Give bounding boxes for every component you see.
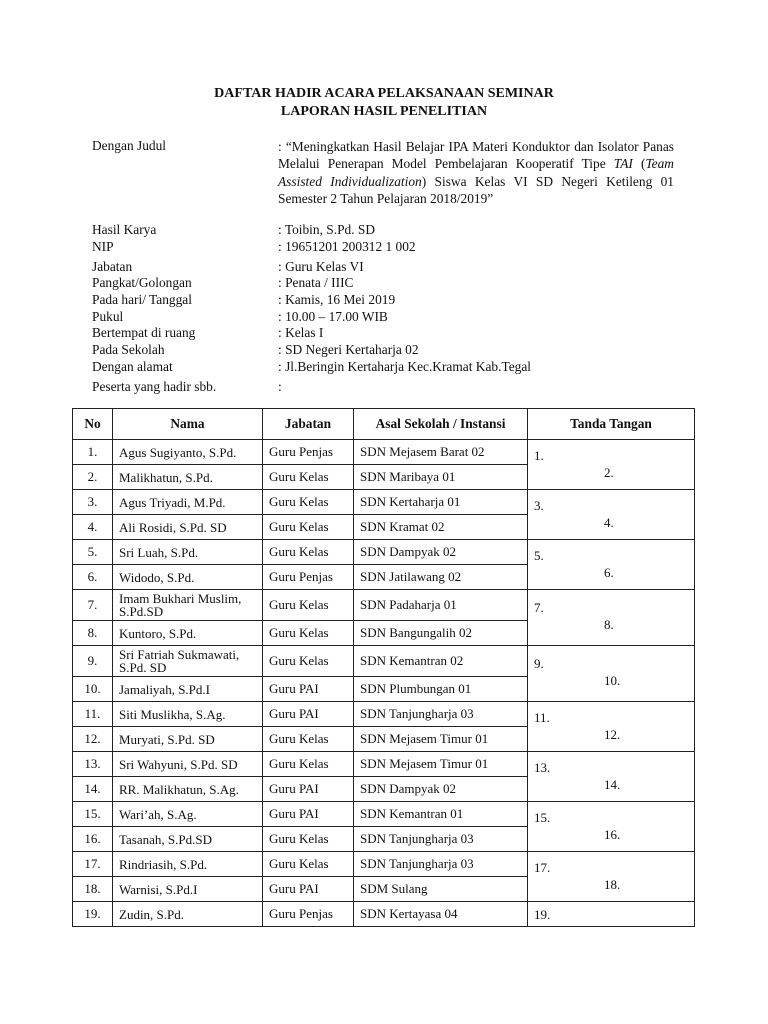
document-title-line2: LAPORAN HASIL PENELITIAN — [280, 104, 488, 119]
field-label-pukul: Pukul — [92, 309, 124, 324]
field-value-peserta: : — [278, 379, 282, 394]
field-label-nip: NIP — [92, 239, 114, 254]
row-jabatan: Guru Kelas — [263, 646, 354, 677]
row-jabatan: Guru Kelas — [263, 540, 354, 565]
row-no: 10. — [73, 677, 113, 702]
row-asal: SDN Mejasem Timur 01 — [354, 752, 528, 777]
field-label-sekolah: Pada Sekolah — [92, 342, 165, 357]
row-no: 13. — [73, 752, 113, 777]
table-row — [73, 702, 695, 727]
row-nama: Widodo, S.Pd. — [113, 565, 263, 590]
row-nama: Rindriasih, S.Pd. — [113, 852, 263, 877]
signature-cell — [528, 852, 695, 902]
row-asal: SDN Maribaya 01 — [354, 465, 528, 490]
row-no: 9. — [73, 646, 113, 677]
row-no: 16. — [73, 827, 113, 852]
row-nama: Jamaliyah, S.Pd.I — [113, 677, 263, 702]
row-no: 5. — [73, 540, 113, 565]
row-nama: Sri Wahyuni, S.Pd. SD — [113, 752, 263, 777]
judul-text-post: ) Siswa Kelas VI SD Negeri Ketileng 01 Semester 2 Tahun Pelajaran 2018/2019” — [278, 173, 674, 207]
row-no: 2. — [73, 465, 113, 490]
row-no: 3. — [73, 490, 113, 515]
signature-number: 17. — [534, 860, 551, 875]
row-jabatan: Guru Penjas — [263, 440, 354, 465]
judul-label: Dengan Judul — [92, 138, 167, 153]
judul-tai-full: Team Assisted Individualization — [278, 156, 674, 189]
signature-number: 8. — [604, 617, 614, 632]
row-asal: SDN Tanjungharja 03 — [354, 827, 528, 852]
field-label-hasil-karya: Hasil Karya — [92, 222, 157, 237]
judul-text-open: ( — [632, 156, 646, 172]
row-asal: SDN Kemantran 02 — [354, 646, 528, 677]
field-value-hasil-karya: : Toibin, S.Pd. SD — [278, 222, 376, 237]
row-no: 14. — [73, 777, 113, 802]
row-nama: Muryati, S.Pd. SD — [113, 727, 263, 752]
document-title-line1: DAFTAR HADIR ACARA PELAKSANAAN SEMINAR — [214, 86, 554, 101]
signature-number: 12. — [604, 727, 621, 742]
field-value-sekolah: : SD Negeri Kertaharja 02 — [278, 342, 419, 357]
signature-cell — [528, 752, 695, 802]
signature-cell — [528, 490, 695, 540]
header-jabatan: Jabatan — [263, 409, 354, 440]
table-row — [73, 590, 695, 621]
field-value-nip: : 19651201 200312 1 002 — [278, 239, 416, 254]
row-no: 18. — [73, 877, 113, 902]
row-jabatan: Guru Kelas — [263, 515, 354, 540]
signature-number: 14. — [604, 777, 621, 792]
attendance-table — [72, 408, 695, 927]
row-asal: SDN Tanjungharja 03 — [354, 852, 528, 877]
row-asal: SDN Kramat 02 — [354, 515, 528, 540]
row-nama: Sri Luah, S.Pd. — [113, 540, 263, 565]
row-no: 6. — [73, 565, 113, 590]
row-asal: SDN Kertayasa 04 — [354, 902, 528, 927]
header-nama: Nama — [113, 409, 263, 440]
field-label-alamat: Dengan alamat — [92, 359, 173, 374]
field-label-peserta: Peserta yang hadir sbb. — [92, 379, 217, 394]
row-nama: Malikhatun, S.Pd. — [113, 465, 263, 490]
signature-cell — [528, 540, 695, 590]
header-tanda-tangan: Tanda Tangan — [528, 409, 695, 440]
row-no: 7. — [73, 590, 113, 621]
signature-cell — [528, 802, 695, 852]
signature-number: 5. — [534, 548, 544, 563]
row-jabatan: Guru Penjas — [263, 902, 354, 927]
row-nama: Kuntoro, S.Pd. — [113, 621, 263, 646]
row-jabatan: Guru Kelas — [263, 490, 354, 515]
signature-number: 7. — [534, 600, 544, 615]
row-no: 1. — [73, 440, 113, 465]
row-asal: SDN Kemantran 01 — [354, 802, 528, 827]
row-asal: SDN Plumbungan 01 — [354, 677, 528, 702]
signature-number: 10. — [604, 673, 621, 688]
signature-cell — [528, 702, 695, 752]
row-asal: SDN Padaharja 01 — [354, 590, 528, 621]
row-jabatan: Guru Kelas — [263, 752, 354, 777]
signature-cell — [528, 646, 695, 702]
judul-text-pre: : “Meningkatkan Hasil Belajar IPA Materi Konduktor dan Isolator Panas Melalui Penerapan Model Pembelajaran Kooperatif Tipe — [278, 139, 674, 172]
judul-value — [278, 138, 674, 208]
row-no: 15. — [73, 802, 113, 827]
table-row — [73, 802, 695, 827]
signature-number: 18. — [604, 877, 621, 892]
row-no: 4. — [73, 515, 113, 540]
signature-number: 15. — [534, 810, 551, 825]
signature-number: 19. — [534, 907, 551, 922]
signature-number: 4. — [604, 515, 614, 530]
field-value-jabatan: : Guru Kelas VI — [278, 259, 364, 274]
row-no: 12. — [73, 727, 113, 752]
row-asal: SDN Bangungalih 02 — [354, 621, 528, 646]
row-nama: Siti Muslikha, S.Ag. — [113, 702, 263, 727]
table-row — [73, 752, 695, 777]
row-no: 11. — [73, 702, 113, 727]
field-value-pangkat: : Penata / IIIC — [278, 275, 354, 290]
table-row — [73, 852, 695, 877]
row-nama: Sri Fatriah Sukmawati, S.Pd. SD — [113, 646, 263, 677]
row-jabatan: Guru Kelas — [263, 465, 354, 490]
row-asal: SDN Mejasem Barat 02 — [354, 440, 528, 465]
row-jabatan: Guru Penjas — [263, 565, 354, 590]
row-asal: SDN Kertaharja 01 — [354, 490, 528, 515]
signature-cell — [528, 440, 695, 490]
signature-number: 13. — [534, 760, 551, 775]
signature-number: 2. — [604, 465, 614, 480]
row-nama: Zudin, S.Pd. — [113, 902, 263, 927]
row-asal: SDN Tanjungharja 03 — [354, 702, 528, 727]
field-label-pangkat: Pangkat/Golongan — [92, 275, 192, 290]
row-nama: Agus Sugiyanto, S.Pd. — [113, 440, 263, 465]
signature-number: 6. — [604, 565, 614, 580]
row-jabatan: Guru Kelas — [263, 827, 354, 852]
signature-number: 9. — [534, 656, 544, 671]
row-asal: SDN Dampyak 02 — [354, 777, 528, 802]
row-no: 8. — [73, 621, 113, 646]
field-label-jabatan: Jabatan — [92, 259, 133, 274]
table-row — [73, 490, 695, 515]
row-nama: RR. Malikhatun, S.Ag. — [113, 777, 263, 802]
row-asal: SDN Dampyak 02 — [354, 540, 528, 565]
row-jabatan: Guru PAI — [263, 877, 354, 902]
row-no: 17. — [73, 852, 113, 877]
row-no: 19. — [73, 902, 113, 927]
row-nama: Imam Bukhari Muslim, S.Pd.SD — [113, 590, 263, 621]
header-no: No — [73, 409, 113, 440]
signature-number: 3. — [534, 498, 544, 513]
signature-number: 16. — [604, 827, 621, 842]
signature-number: 1. — [534, 448, 544, 463]
row-nama: Agus Triyadi, M.Pd. — [113, 490, 263, 515]
row-asal: SDM Sulang — [354, 877, 528, 902]
table-row — [73, 646, 695, 677]
row-jabatan: Guru Kelas — [263, 852, 354, 877]
header-asal-sekolah: Asal Sekolah / Instansi — [354, 409, 528, 440]
row-jabatan: Guru Kelas — [263, 621, 354, 646]
row-nama: Wari’ah, S.Ag. — [113, 802, 263, 827]
signature-number: 11. — [534, 710, 550, 725]
row-jabatan: Guru Kelas — [263, 590, 354, 621]
signature-cell — [528, 902, 695, 927]
row-asal: SDN Jatilawang 02 — [354, 565, 528, 590]
table-row — [73, 540, 695, 565]
row-jabatan: Guru PAI — [263, 702, 354, 727]
judul-tai: TAI — [613, 156, 633, 172]
field-value-ruang: : Kelas I — [278, 325, 324, 340]
row-nama: Ali Rosidi, S.Pd. SD — [113, 515, 263, 540]
field-value-alamat: : Jl.Beringin Kertaharja Kec.Kramat Kab.Tegal — [278, 359, 532, 374]
field-value-hari-tanggal: : Kamis, 16 Mei 2019 — [278, 292, 396, 307]
field-value-pukul: : 10.00 – 17.00 WIB — [278, 309, 388, 324]
row-asal: SDN Mejasem Timur 01 — [354, 727, 528, 752]
table-header-row — [73, 409, 695, 440]
row-jabatan: Guru PAI — [263, 777, 354, 802]
row-nama: Tasanah, S.Pd.SD — [113, 827, 263, 852]
row-jabatan: Guru PAI — [263, 802, 354, 827]
row-nama: Warnisi, S.Pd.I — [113, 877, 263, 902]
table-row — [73, 440, 695, 465]
row-jabatan: Guru Kelas — [263, 727, 354, 752]
table-row — [73, 902, 695, 927]
row-jabatan: Guru PAI — [263, 677, 354, 702]
signature-cell — [528, 590, 695, 646]
field-label-hari-tanggal: Pada hari/ Tanggal — [92, 292, 192, 307]
field-label-ruang: Bertempat di ruang — [92, 325, 196, 340]
